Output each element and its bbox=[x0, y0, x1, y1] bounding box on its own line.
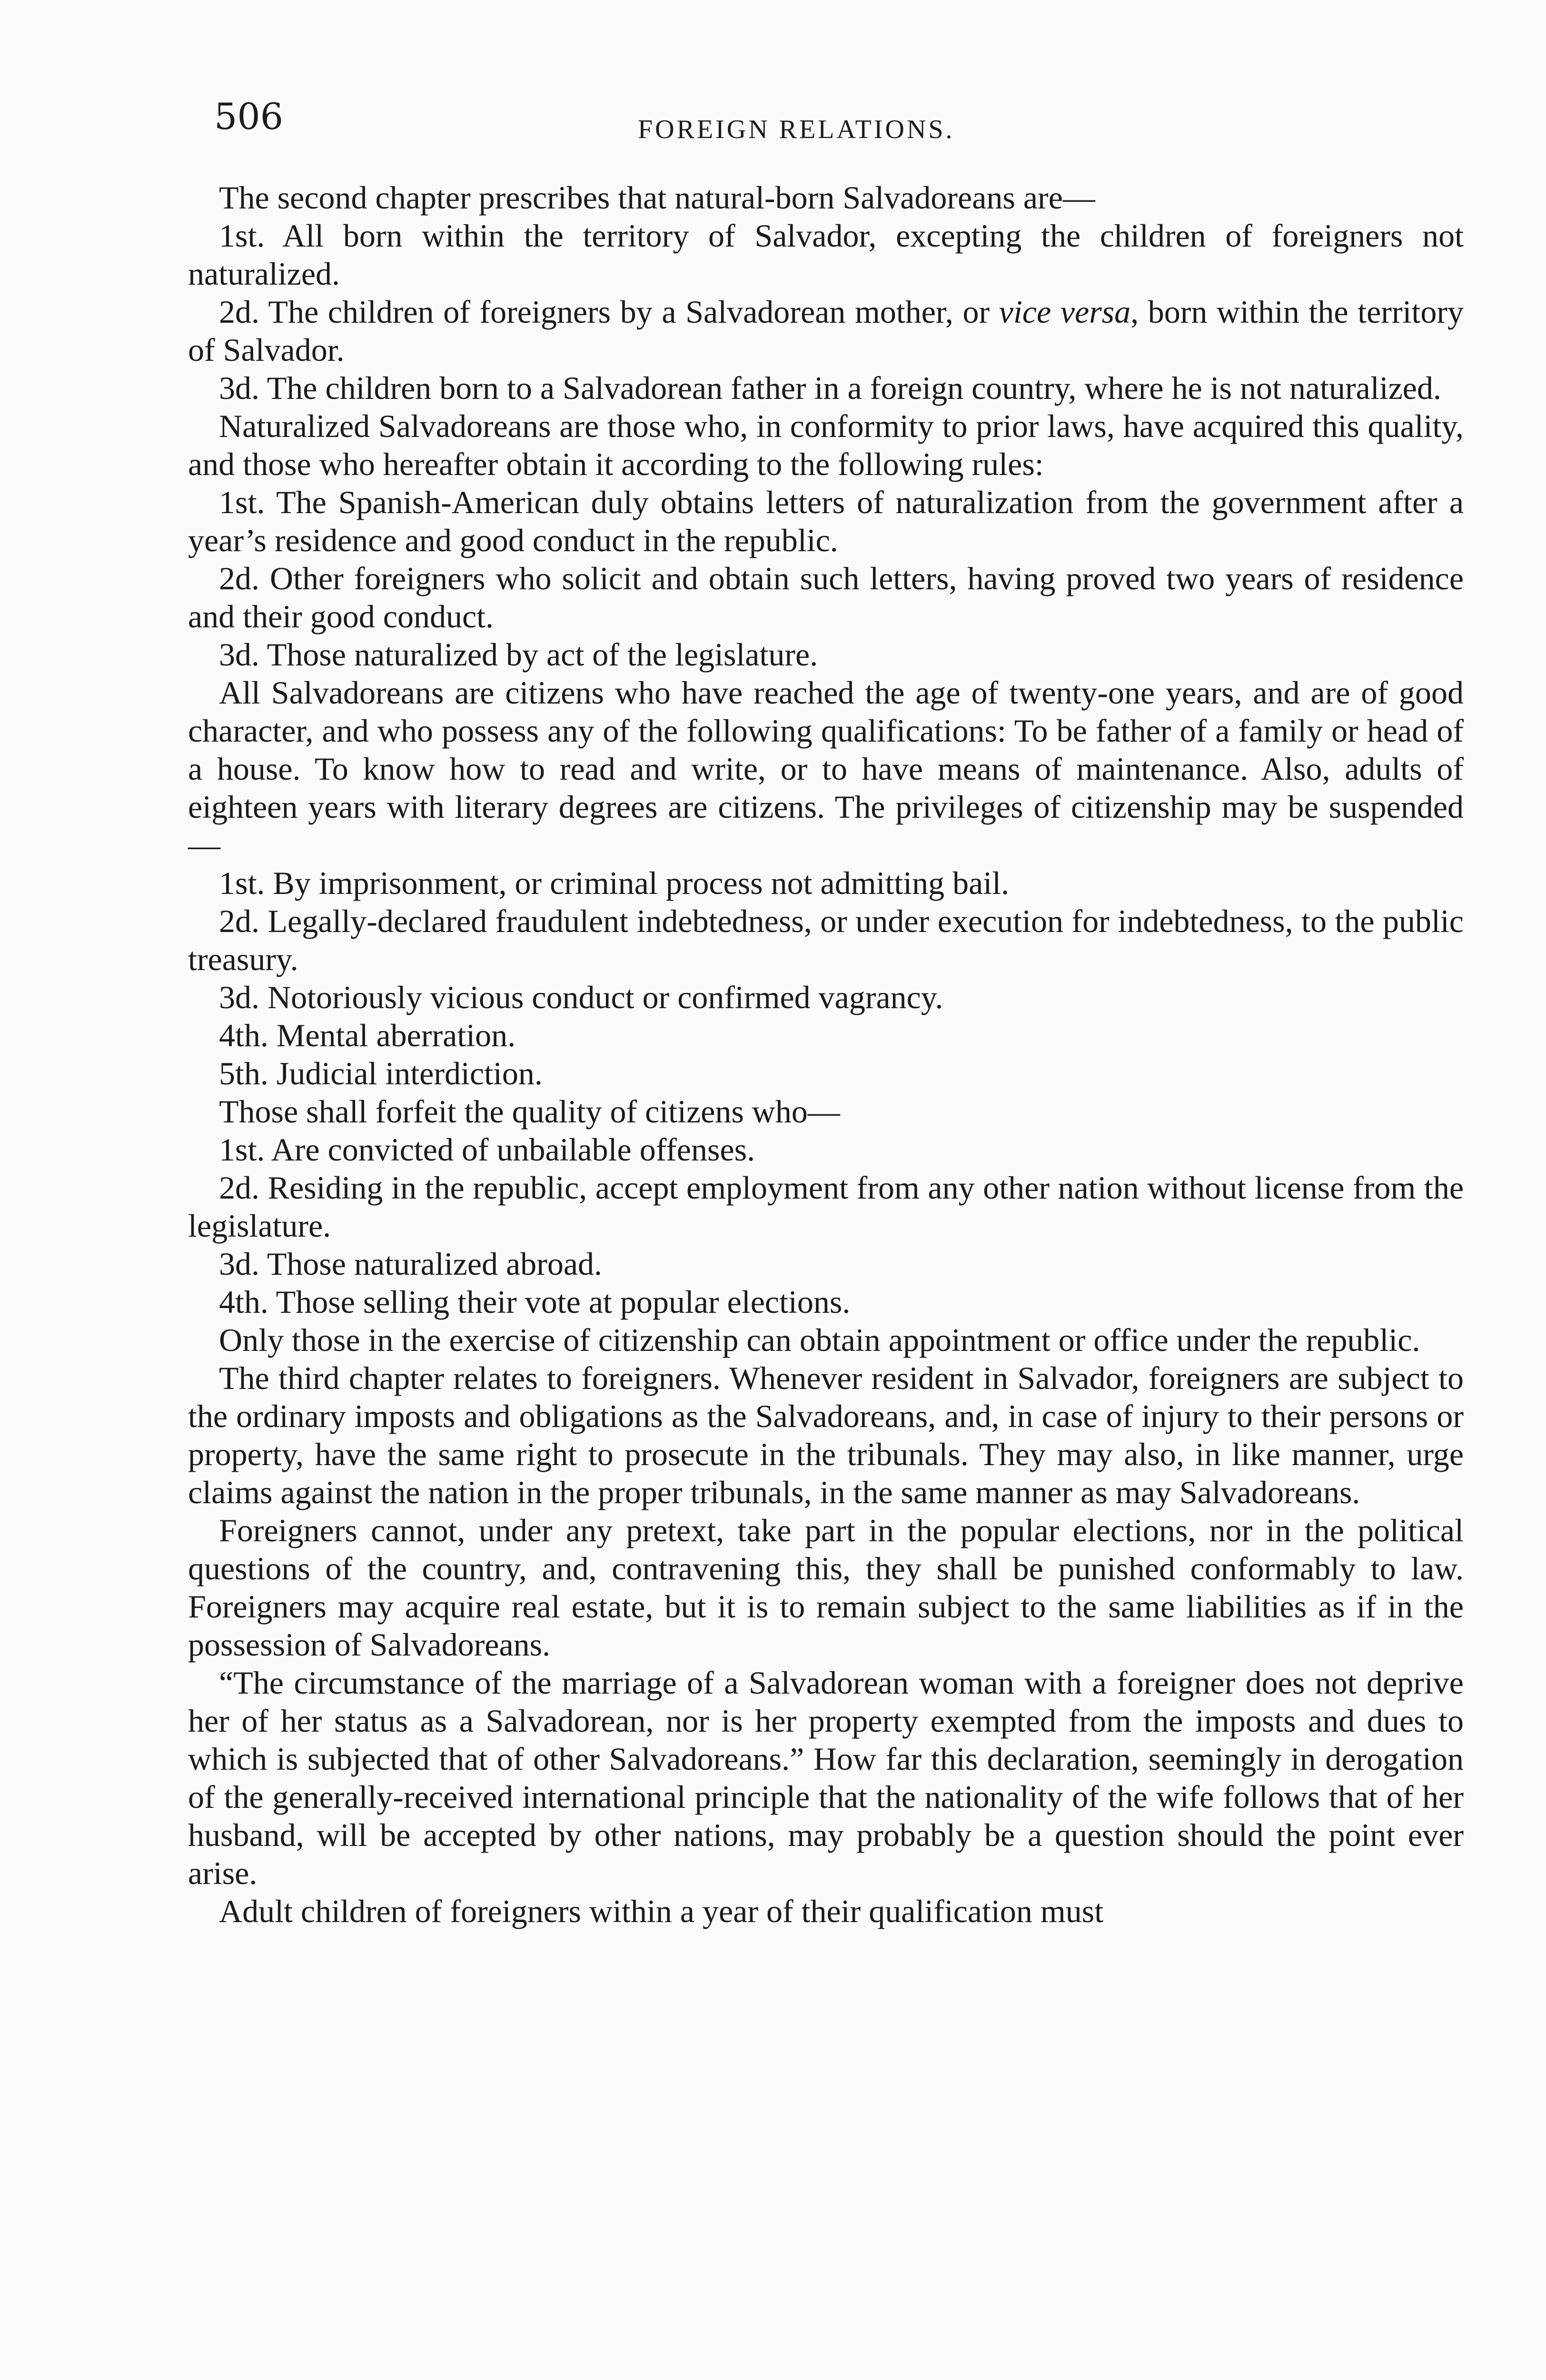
paragraph: Only those in the exercise of citizenship can obtain appointment or office under the republic. bbox=[219, 1322, 1420, 1358]
paragraph-text: , born within the territory of Salvador. bbox=[188, 294, 1464, 368]
paragraph: Those shall forfeit the quality of citizens who— bbox=[219, 1093, 840, 1130]
paragraph: 2d. Other foreigners who solicit and obtain such letters, having proved two years of residence and their good conduct. bbox=[188, 560, 1464, 635]
paragraph: The third chapter relates to foreigners. Whenever resident in Salvador, foreigners are subject to the ordinary imposts and obligations as the Salvadoreans, and, in case of injury to their persons or property, have the same right to prosecute in the tribunals. They may also, in like manner, urge claims against the nation in the proper tribunals, in the same manner as may Salvadoreans. bbox=[188, 1360, 1464, 1510]
page-number: 506 bbox=[214, 95, 284, 138]
paragraph: 2d. Legally-declared fraudulent indebtedness, or under execution for indebtedness, to the public treasury. bbox=[188, 903, 1464, 977]
paragraph: 1st. By imprisonment, or criminal process not admitting bail. bbox=[219, 865, 1010, 901]
paragraph: 5th. Judicial interdiction. bbox=[219, 1055, 543, 1091]
paragraph-vice-versa bbox=[188, 293, 1464, 369]
paragraph: Naturalized Salvadoreans are those who, in conformity to prior laws, have acquired this quality, and those who hereafter obtain it according to the following rules: bbox=[188, 408, 1464, 482]
paragraph: 1st. Are convicted of unbailable offenses. bbox=[219, 1131, 755, 1168]
paragraph: All Salvadoreans are citizens who have reached the age of twenty-one years, and are of good character, and who possess any of the following qualifications: To be father of a family or head of a house. To know how to read and write, or to have means of maintenance. Also, adults of eighteen years with literary degrees are citizens. The privileges of citizenship may be suspended— bbox=[188, 674, 1464, 863]
paragraph: 3d. Those naturalized by act of the legislature. bbox=[219, 636, 818, 673]
italic-phrase: vice versa bbox=[999, 294, 1131, 330]
paragraph: “The circumstance of the marriage of a Salvadorean woman with a foreigner does not deprive her of her status as a Salvadorean, nor is her property exempted from the imposts and dues to which is subjected that of other Salvadoreans.” How far this declaration, seemingly in derogation of the generally-received international principle that the nationality of the wife follows that of her husband, will be accepted by other nations, may probably be a question should the point ever arise. bbox=[188, 1665, 1464, 1891]
paragraph: 1st. All born within the territory of Salvador, excepting the children of foreigners not naturalized. bbox=[188, 218, 1464, 292]
running-title: FOREIGN RELATIONS. bbox=[638, 115, 955, 144]
paragraph: 3d. The children born to a Salvadorean father in a foreign country, where he is not naturalized. bbox=[219, 370, 1441, 406]
paragraph: 4th. Mental aberration. bbox=[219, 1017, 516, 1053]
page-body bbox=[188, 178, 1464, 1930]
paragraph: Foreigners cannot, under any pretext, take part in the popular elections, nor in the political questions of the country, and, contravening this, they shall be punished conformably to law. Foreigners may acquire real estate, but it is to remain subject to the same liabilities as if in the possession of Salvadoreans. bbox=[188, 1512, 1464, 1663]
paragraph: 3d. Notoriously vicious conduct or confirmed vagrancy. bbox=[219, 979, 943, 1015]
paragraph: Adult children of foreigners within a year of their qualification must bbox=[219, 1893, 1104, 1929]
paragraph: 1st. The Spanish-American duly obtains letters of naturalization from the government after a year’s residence and good conduct in the republic. bbox=[188, 484, 1464, 558]
paragraph: The second chapter prescribes that natural-born Salvadoreans are— bbox=[219, 179, 1095, 216]
paragraph: 3d. Those naturalized abroad. bbox=[219, 1246, 603, 1282]
paragraph-text: 2d. The children of foreigners by a Salvadorean mother, or bbox=[219, 294, 999, 330]
paragraph: 4th. Those selling their vote at popular elections. bbox=[219, 1284, 851, 1320]
paragraph: 2d. Residing in the republic, accept employment from any other nation without license from the legislature. bbox=[188, 1170, 1464, 1244]
